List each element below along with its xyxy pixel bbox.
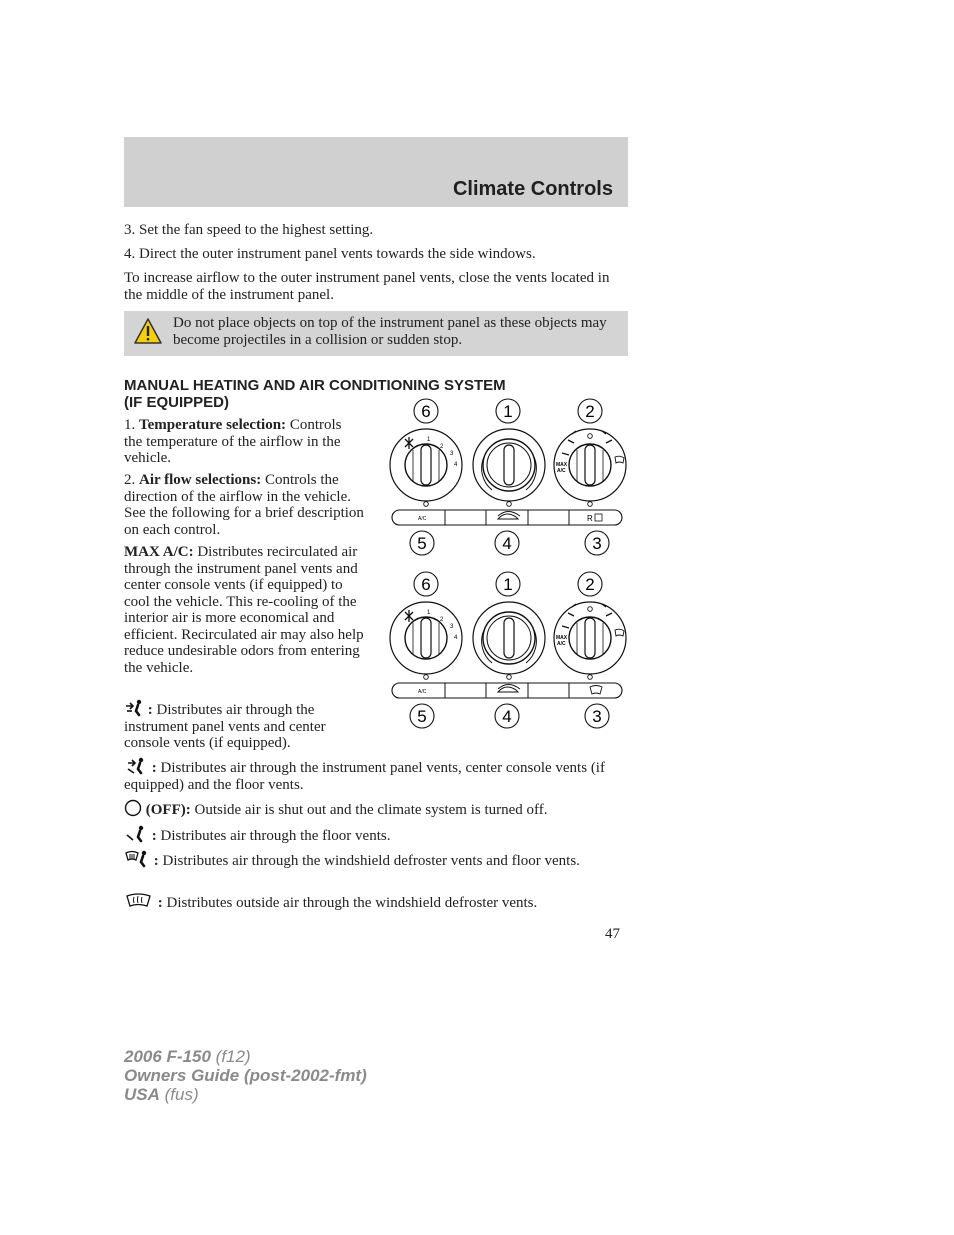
control-panel-top (390, 399, 626, 555)
max-ac-desc: Distributes recirculated air through the instrument panel vents and center console vents (if equipped) to cool the vehicle. This re-cooling of the interior air is more economical and efficient. Recirculated air may also help reduce undesirable odors from entering the vehicle. (124, 544, 364, 676)
max-label: MAX (556, 462, 568, 468)
defrost-desc: Distributes outside air through the windshield defroster vents. (162, 895, 538, 911)
temp-scale-label: 1 (427, 437, 431, 443)
page-number: 47 (605, 926, 620, 942)
temperature-desc: Controls the temperature of the airflow in the vehicle. (124, 417, 342, 466)
footer-region: USA (124, 1085, 160, 1104)
panel-floor-vent-icon (124, 757, 148, 775)
off-item (124, 799, 624, 819)
callout-label: 5 (417, 534, 427, 553)
footer-model: 2006 F-150 (124, 1047, 211, 1066)
item-sep: : (144, 702, 153, 718)
max-label: MAX (556, 635, 568, 641)
control-panel-bottom (390, 572, 626, 728)
warning-triangle-icon (133, 317, 163, 345)
footer-region-code: (fus) (159, 1085, 199, 1104)
floor-desc: Distributes air through the floor vents. (156, 828, 391, 844)
section-title-line1: MANUAL HEATING AND AIR CONDITIONING SYSTEM (124, 377, 506, 394)
defrost-icon (124, 892, 154, 910)
hvac-control-diagram (386, 395, 632, 740)
item-sep: : (154, 895, 163, 911)
airflow-label: Air flow selections: (139, 472, 262, 488)
temp-scale-label: 4 (454, 462, 458, 468)
panel-desc: Distributes air through the instrument panel vents and center console vents (if equipped). (124, 702, 326, 751)
ac-button: A/C (418, 516, 427, 522)
callout-label: 2 (585, 575, 595, 594)
footer-guide: Owners Guide (post-2002-fmt) (124, 1066, 367, 1085)
off-circle-icon (124, 799, 142, 817)
step-3: 3. Set the fan speed to the highest setting. (124, 222, 374, 238)
item-sep: : (148, 828, 157, 844)
max-ac-item (124, 544, 372, 676)
airflow-desc: Controls the direction of the airflow in the vehicle. See the following for a brief description on each control. (124, 472, 364, 538)
footer (124, 1047, 367, 1104)
defrost-floor-item (124, 850, 624, 870)
temperature-item (124, 417, 354, 467)
defrost-floor-desc: Distributes air through the windshield defroster vents and floor vents. (158, 853, 580, 869)
panel-floor-desc: Distributes air through the instrument panel vents, center console vents (if equipped) and the floor vents. (124, 760, 605, 793)
panel-floor-item (124, 757, 624, 793)
max-ac-label: A/C (557, 641, 566, 647)
callout-label: 1 (503, 402, 513, 421)
callout-label: 6 (421, 575, 431, 594)
callout-label: 2 (585, 402, 595, 421)
max-ac-label: MAX A/C: (124, 544, 194, 560)
temp-scale-label: 1 (427, 610, 431, 616)
header-band (124, 137, 628, 207)
callout-label: 4 (502, 707, 512, 726)
rear-defrost-button: R (587, 514, 593, 523)
airflow-item (124, 472, 374, 538)
callout-label: 6 (421, 402, 431, 421)
item-sep: : (148, 760, 157, 776)
callout-label: 1 (503, 575, 513, 594)
panel-vent-icon (124, 699, 144, 717)
item-number: 2. (124, 472, 139, 488)
ac-button: A/C (418, 689, 427, 695)
callout-label: 3 (592, 707, 602, 726)
temp-scale-label: 4 (454, 635, 458, 641)
temp-scale-label: 2 (440, 444, 444, 450)
section-title-line2: (IF EQUIPPED) (124, 394, 230, 411)
temp-scale-label: 2 (440, 617, 444, 623)
callout-label: 5 (417, 707, 427, 726)
footer-code: (f12) (210, 1047, 251, 1066)
item-sep: : (150, 853, 159, 869)
floor-item (124, 825, 624, 845)
defrost-floor-icon (124, 850, 150, 868)
panel-item (124, 699, 364, 752)
intro-paragraph: To increase airflow to the outer instrument panel vents, close the vents located in the middle of the instrument panel. (124, 270, 610, 303)
off-label: (OFF): (145, 802, 191, 818)
floor-vent-icon (124, 825, 148, 843)
defrost-item (124, 892, 624, 912)
item-number: 1. (124, 417, 139, 433)
temperature-label: Temperature selection: (139, 417, 287, 433)
page-title: Climate Controls (452, 178, 613, 200)
temp-scale-label: 3 (450, 624, 454, 630)
off-desc: Outside air is shut out and the climate system is turned off. (190, 802, 548, 818)
warning-box (124, 311, 628, 356)
callout-label: 4 (502, 534, 512, 553)
callout-label: 3 (592, 534, 602, 553)
temp-scale-label: 3 (450, 451, 454, 457)
warning-text: Do not place objects on top of the instrument panel as these objects may become projectiles in a collision or sudden stop. (173, 315, 607, 348)
max-ac-label: A/C (557, 468, 566, 474)
step-4: 4. Direct the outer instrument panel vents towards the side windows. (124, 246, 536, 262)
